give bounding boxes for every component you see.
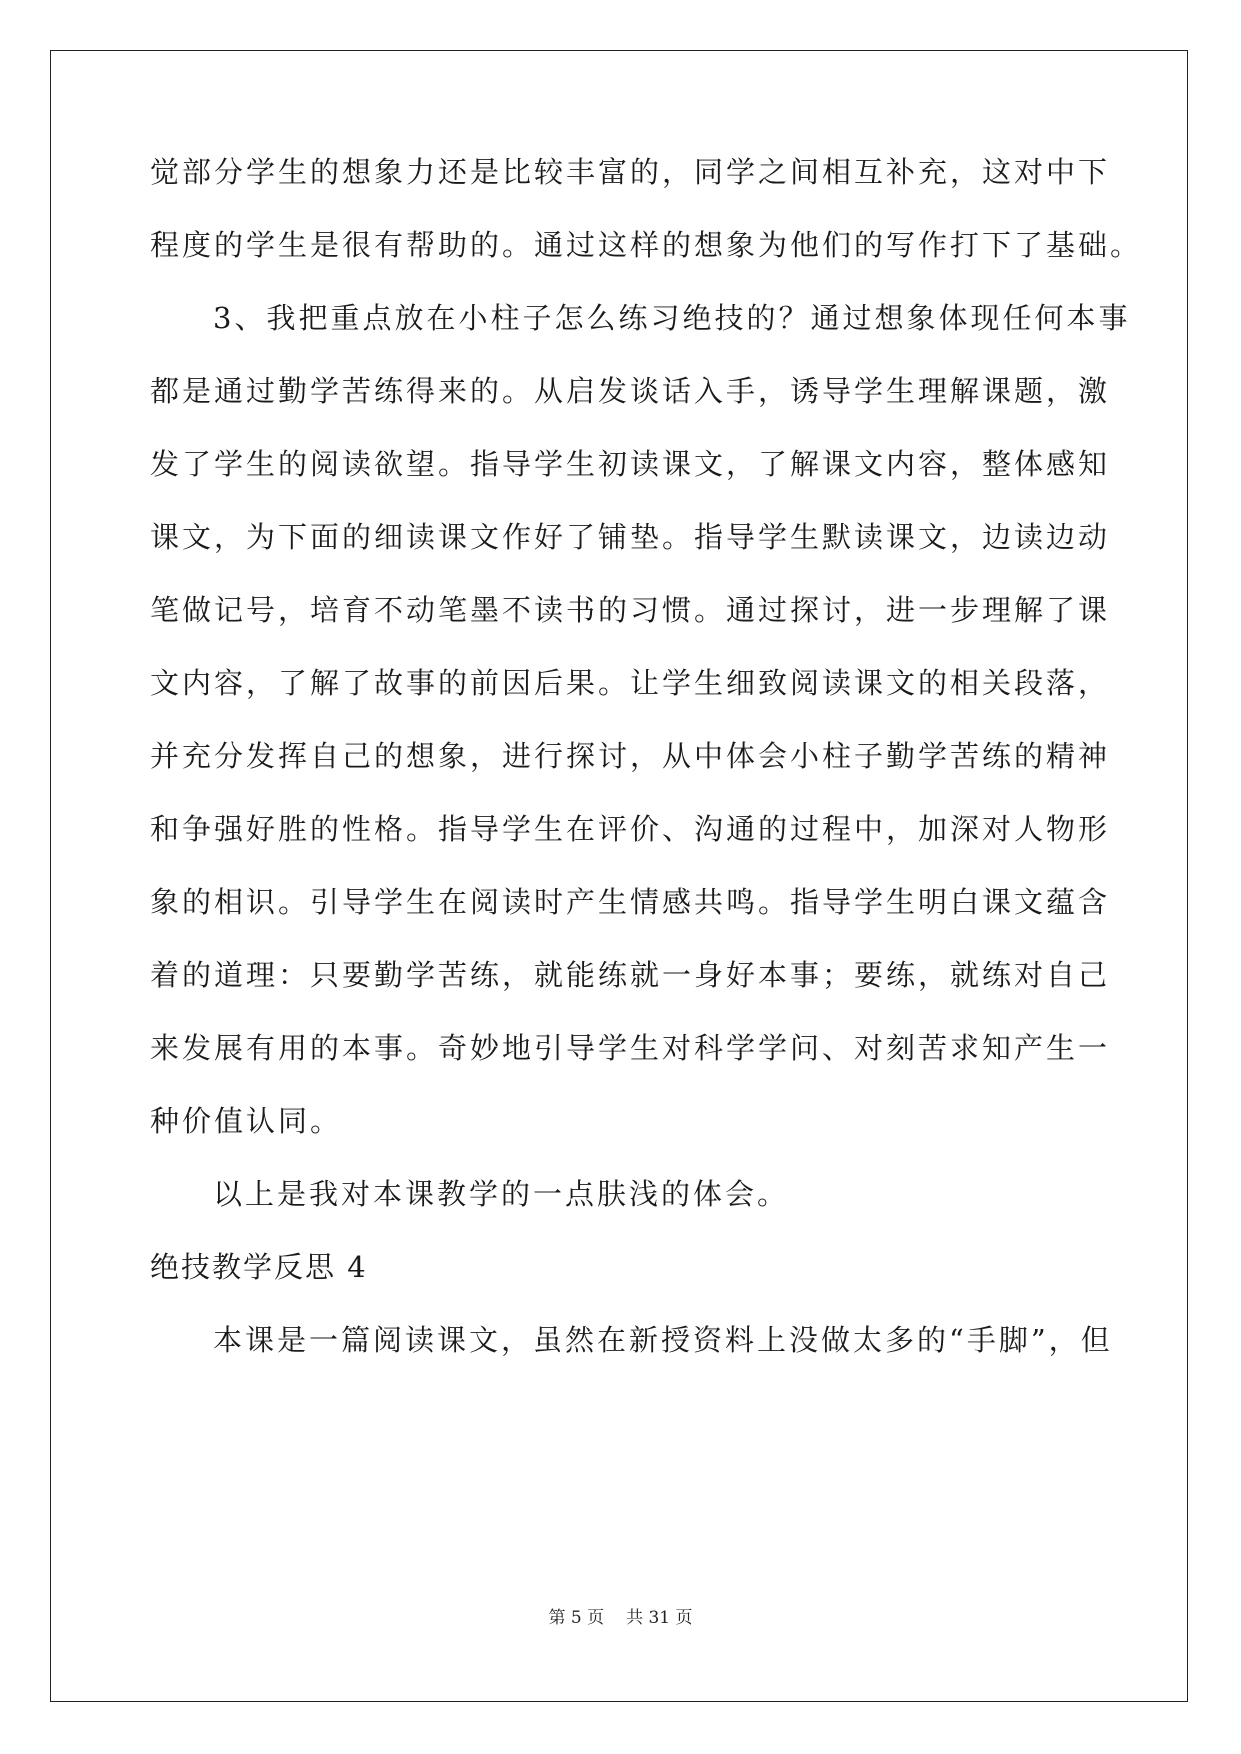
body-text-line: 本课是一篇阅读课文，虽然在新授资料上没做太多的“手脚”，但 [213, 1323, 1113, 1357]
body-text-line: 都是通过勤学苦练得来的。从启发谈话入手，诱导学生理解课题，激 [150, 374, 1111, 408]
page-total: 共 31 页 [626, 1608, 693, 1628]
body-text-line: 程度的学生是很有帮助的。通过这样的想象为他们的写作打下了基础。 [150, 228, 1143, 262]
body-text-line: 笔做记号，培育不动笔墨不读书的习惯。通过探讨，进一步理解了课 [150, 593, 1111, 627]
body-text-line: 觉部分学生的想象力还是比较丰富的，同学之间相互补充，这对中下 [150, 155, 1111, 189]
body-text-line: 3、我把重点放在小柱子怎么练习绝技的？通过想象体现任何本事 [213, 301, 1131, 335]
section-heading: 绝技教学反思 4 [150, 1250, 368, 1284]
body-text-line: 着的道理：只要勤学苦练，就能练就一身好本事；要练，就练对自己 [150, 958, 1111, 992]
page-footer [0, 1608, 1241, 1628]
body-text-line: 种价值认同。 [150, 1104, 343, 1138]
body-text-line: 课文，为下面的细读课文作好了铺垫。指导学生默读课文，边读边动 [150, 520, 1111, 554]
body-text-line: 象的相识。引导学生在阅读时产生情感共鸣。指导学生明白课文蕴含 [150, 885, 1111, 919]
page-number: 第 5 页 [548, 1608, 605, 1628]
body-text-line: 和争强好胜的性格。指导学生在评价、沟通的过程中，加深对人物形 [150, 812, 1111, 846]
body-text-line: 来发展有用的本事。奇妙地引导学生对科学学问、对刻苦求知产生一 [150, 1031, 1111, 1065]
body-text-line: 并充分发挥自己的想象，进行探讨，从中体会小柱子勤学苦练的精神 [150, 739, 1111, 773]
body-text-line: 文内容，了解了故事的前因后果。让学生细致阅读课文的相关段落， [150, 666, 1111, 700]
body-text-line: 发了学生的阅读欲望。指导学生初读课文，了解课文内容，整体感知 [150, 447, 1111, 481]
body-text-line: 以上是我对本课教学的一点肤浅的体会。 [213, 1177, 790, 1211]
page-frame [50, 50, 1188, 1702]
